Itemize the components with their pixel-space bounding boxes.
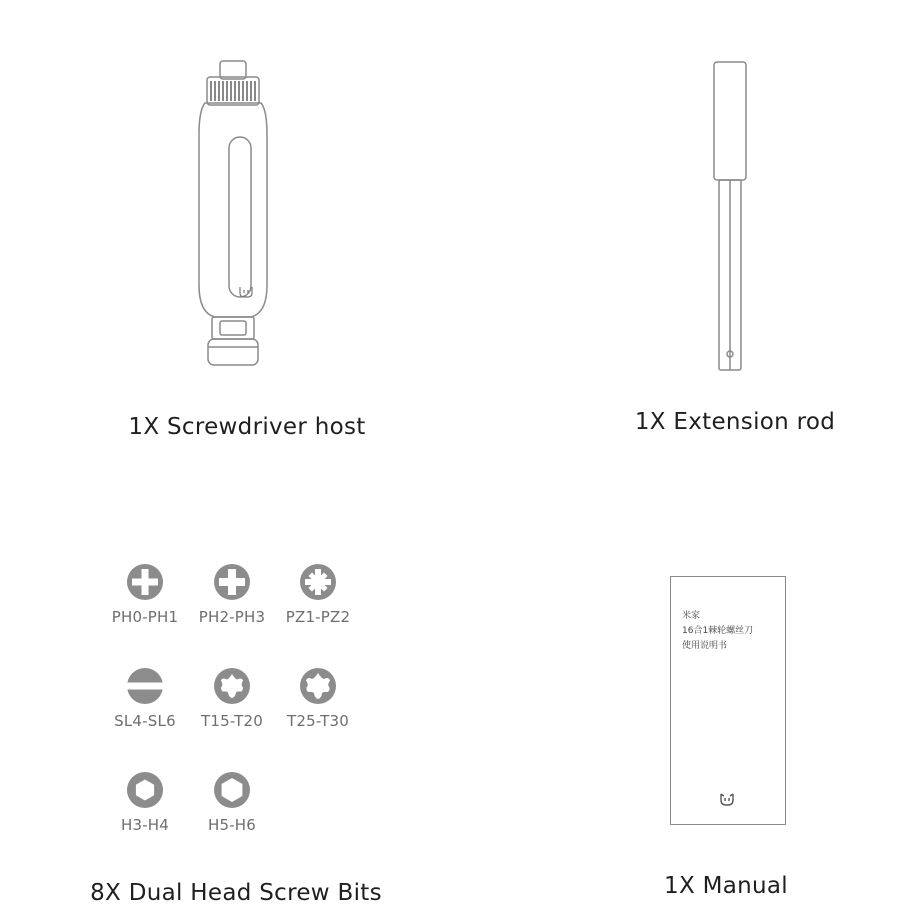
manual-line-brand: 米家	[682, 611, 701, 621]
phillips-icon	[213, 563, 251, 601]
screwdriver-host-caption: 1X Screwdriver host	[128, 414, 366, 440]
bit-label: SL4-SL6	[114, 712, 176, 730]
hex-icon	[213, 771, 251, 809]
slotted-icon	[126, 667, 164, 705]
bit-label: T15-T20	[201, 712, 263, 730]
torx-icon	[299, 667, 337, 705]
extension-rod-illustration	[705, 58, 755, 373]
bit-pz1-pz2	[268, 563, 368, 626]
pozidriv-icon	[299, 563, 337, 601]
screwdriver-host-illustration	[185, 55, 285, 375]
bit-sl4-sl6	[95, 667, 195, 730]
bit-label: PZ1-PZ2	[285, 608, 351, 626]
bit-label: PH0-PH1	[111, 608, 179, 626]
bit-ph0-ph1	[95, 563, 195, 626]
manual-line-title: 使用说明书	[682, 641, 728, 651]
manual-illustration	[670, 576, 786, 825]
manual-cover-text	[682, 609, 753, 654]
extension-rod-caption: 1X Extension rod	[634, 409, 836, 435]
bit-h5-h6	[182, 771, 282, 834]
bit-t15-t20	[182, 667, 282, 730]
bit-label: T25-T30	[287, 712, 349, 730]
bit-label: PH2-PH3	[198, 608, 266, 626]
mijia-logo-icon	[719, 791, 735, 807]
bit-ph2-ph3	[182, 563, 282, 626]
bit-h3-h4	[95, 771, 195, 834]
phillips-icon	[126, 563, 164, 601]
torx-icon	[213, 667, 251, 705]
bit-t25-t30	[268, 667, 368, 730]
hex-icon	[126, 771, 164, 809]
screw-bits-caption: 8X Dual Head Screw Bits	[90, 880, 382, 906]
manual-line-product: 16合1棘轮螺丝刀	[682, 626, 754, 636]
bit-label: H5-H6	[207, 816, 257, 834]
manual-caption: 1X Manual	[664, 873, 788, 899]
bit-label: H3-H4	[120, 816, 170, 834]
